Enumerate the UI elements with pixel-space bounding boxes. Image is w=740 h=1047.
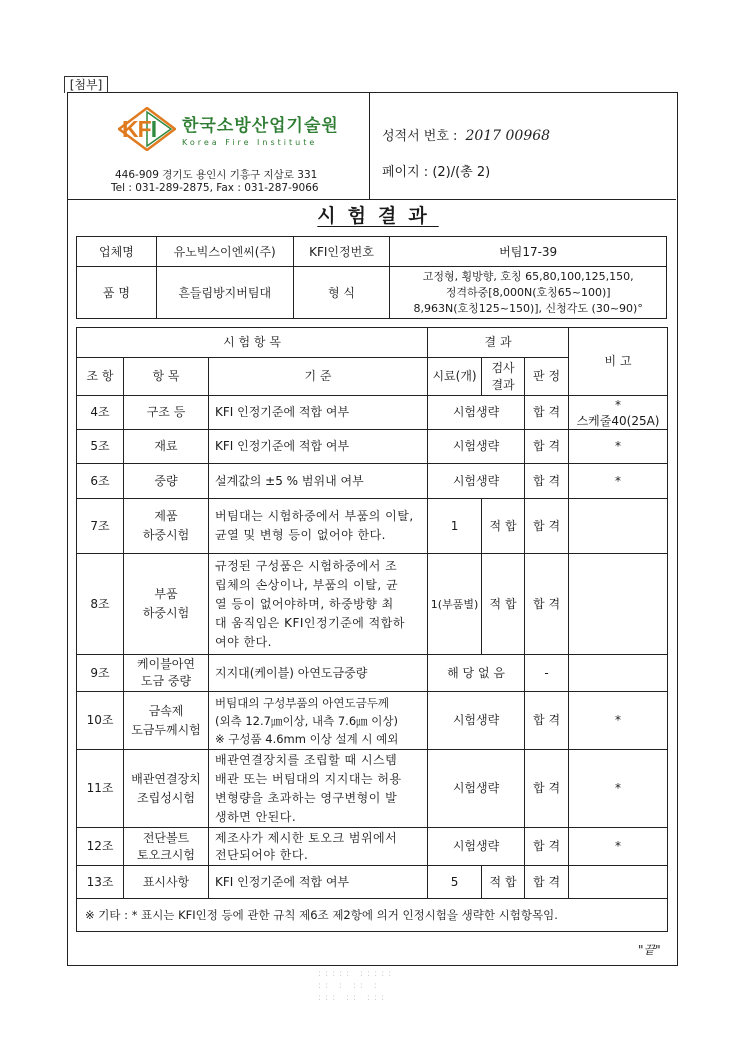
row-standard: 제조사가 제시한 토오크 범위에서 전단되어야 한다. <box>209 828 428 866</box>
header-article: 조 항 <box>77 358 124 396</box>
document-title: 시험결과 <box>317 205 439 227</box>
row-remark: * <box>569 430 668 464</box>
row-item: 전단볼트 토오크시험 <box>124 828 209 866</box>
page-indicator: 페이지 : (2)/(총 2) <box>382 165 491 180</box>
row-test-result: 적 합 <box>482 554 525 655</box>
row-remark: * <box>569 750 668 828</box>
row-article: 7조 <box>77 499 124 554</box>
row-result-merged: 시험생략 <box>428 692 525 750</box>
type-value: 고정형, 횡방향, 호칭 65,80,100,125,150, 정격하중[8,000N(호칭65~100)] 8,963N(호칭125~150)], 신청각도 (30~90)° <box>390 267 667 319</box>
row-judgment: 합 격 <box>525 464 569 499</box>
header-judgment: 판 정 <box>525 358 569 396</box>
row-item: 구조 등 <box>124 396 209 430</box>
row-remark <box>569 554 668 655</box>
row-standard: KFI 인정기준에 적합 여부 <box>209 430 428 464</box>
row-result-merged: 시험생략 <box>428 430 525 464</box>
row-judgment: 합 격 <box>525 430 569 464</box>
table-row <box>77 396 668 430</box>
cert-number-value: 2017 00968 <box>465 128 551 144</box>
attachment-label: [첨부] <box>64 76 108 93</box>
row-standard: 지지대(케이블) 아연도금중량 <box>209 655 428 692</box>
company-value: 유노빅스이엔씨(주) <box>156 237 293 267</box>
row-article: 13조 <box>77 866 124 899</box>
header-samples: 시료(개) <box>428 358 482 396</box>
type-label: 형 식 <box>293 267 390 319</box>
row-judgment: 합 격 <box>525 828 569 866</box>
row-item: 케이블아연 도금 중량 <box>124 655 209 692</box>
row-article: 9조 <box>77 655 124 692</box>
row-judgment: - <box>525 655 569 692</box>
table-row <box>77 750 668 828</box>
table-row <box>77 828 668 866</box>
header-standard: 기 준 <box>209 358 428 396</box>
company-label: 업체명 <box>77 237 157 267</box>
test-results-table <box>76 327 668 932</box>
header-item: 항 목 <box>124 358 209 396</box>
product-value: 흔들림방지버팀대 <box>156 267 293 319</box>
product-label: 품 명 <box>77 267 157 319</box>
row-standard: 버팀대의 구성부품의 아연도금두께 (외측 12.7㎛이상, 내측 7.6㎛ 이상) ※ 구성품 4.6mm 이상 설계 시 예외 <box>209 692 428 750</box>
row-judgment: 합 격 <box>525 499 569 554</box>
row-item: 재료 <box>124 430 209 464</box>
org-name-english: Korea Fire Institute <box>182 138 318 147</box>
table-row <box>77 554 668 655</box>
row-judgment: 합 격 <box>525 396 569 430</box>
row-remark <box>569 499 668 554</box>
table-row <box>77 499 668 554</box>
footnote: ※ 기타 : * 표시는 KFI인정 등에 관한 규칙 제6조 제2항에 의거 인정시험을 생략한 시험항목임. <box>77 899 668 932</box>
document-header <box>68 93 676 200</box>
row-standard: 배관연결장치를 조립할 때 시스템 배관 또는 버팀대의 지지대는 허용 변형량을 초과하는 영구변형이 발 생하면 안된다. <box>209 750 428 828</box>
table-row <box>77 464 668 499</box>
row-item: 부품 하중시험 <box>124 554 209 655</box>
row-article: 8조 <box>77 554 124 655</box>
org-name-korean: 한국소방산업기술원 <box>182 116 339 136</box>
table-row <box>77 430 668 464</box>
row-article: 12조 <box>77 828 124 866</box>
org-address: 446-909 경기도 용인시 기흥구 지삼로 331 <box>115 169 318 181</box>
row-remark: * <box>569 692 668 750</box>
row-item: 배관연결장치 조립성시험 <box>124 750 209 828</box>
table-row <box>77 692 668 750</box>
row-remark: * <box>569 464 668 499</box>
kfi-logo-text: KFI <box>122 116 157 142</box>
row-item: 표시사항 <box>124 866 209 899</box>
org-tel-fax: Tel : 031-289-2875, Fax : 031-287-9066 <box>111 182 319 194</box>
row-samples: 5 <box>428 866 482 899</box>
row-result-merged: 시험생략 <box>428 828 525 866</box>
header-test-items: 시 험 항 목 <box>77 328 428 358</box>
row-result-merged: 시험생략 <box>428 396 525 430</box>
row-remark <box>569 866 668 899</box>
row-judgment: 합 격 <box>525 554 569 655</box>
cert-no-label: KFI인정번호 <box>293 237 390 267</box>
row-remark <box>569 655 668 692</box>
row-remark: * 스케줄40(25A) <box>569 396 668 430</box>
header-result: 결 과 <box>428 328 569 358</box>
row-remark: * <box>569 828 668 866</box>
row-standard: KFI 인정기준에 적합 여부 <box>209 866 428 899</box>
table-row <box>77 866 668 899</box>
row-result-merged: 시험생략 <box>428 464 525 499</box>
row-judgment: 합 격 <box>525 866 569 899</box>
row-result-merged: 시험생략 <box>428 750 525 828</box>
row-standard: 설계값의 ±5 % 범위내 여부 <box>209 464 428 499</box>
row-test-result: 적 합 <box>482 499 525 554</box>
end-mark: "끝" <box>638 943 661 957</box>
cert-no-value: 버팀17-39 <box>390 237 667 267</box>
test-result-document <box>67 92 678 966</box>
product-info-table <box>76 236 667 319</box>
header-test-result: 검사 결과 <box>482 358 525 396</box>
row-item: 금속제 도금두께시험 <box>124 692 209 750</box>
row-standard: 버팀대는 시험하중에서 부품의 이탈, 균열 및 변형 등이 없어야 한다. <box>209 499 428 554</box>
row-judgment: 합 격 <box>525 750 569 828</box>
kfi-logo-icon <box>118 107 176 151</box>
cert-number <box>382 125 550 144</box>
row-article: 11조 <box>77 750 124 828</box>
scan-watermark-dots: ::::: ::::: :: : :: : ::: :: ::: <box>318 969 396 1003</box>
row-judgment: 합 격 <box>525 692 569 750</box>
row-test-result: 적 합 <box>482 866 525 899</box>
table-row <box>77 655 668 692</box>
row-samples: 1(부품별) <box>428 554 482 655</box>
row-item: 중량 <box>124 464 209 499</box>
row-standard: 규정된 구성품은 시험하중에서 조 립체의 손상이나, 부품의 이탈, 균 열 등이 없어야하며, 하중방향 최 대 움직임은 KFI인정기준에 적합하 여야 한다. <box>209 554 428 655</box>
org-logo <box>118 107 339 151</box>
row-article: 6조 <box>77 464 124 499</box>
row-article: 10조 <box>77 692 124 750</box>
row-article: 4조 <box>77 396 124 430</box>
row-samples: 1 <box>428 499 482 554</box>
cert-number-label: 성적서 번호 : <box>382 129 458 144</box>
row-item: 제품 하중시험 <box>124 499 209 554</box>
header-remarks: 비 고 <box>569 328 668 396</box>
row-standard: KFI 인정기준에 적합 여부 <box>209 396 428 430</box>
row-article: 5조 <box>77 430 124 464</box>
row-result-merged: 해 당 없 음 <box>428 655 525 692</box>
